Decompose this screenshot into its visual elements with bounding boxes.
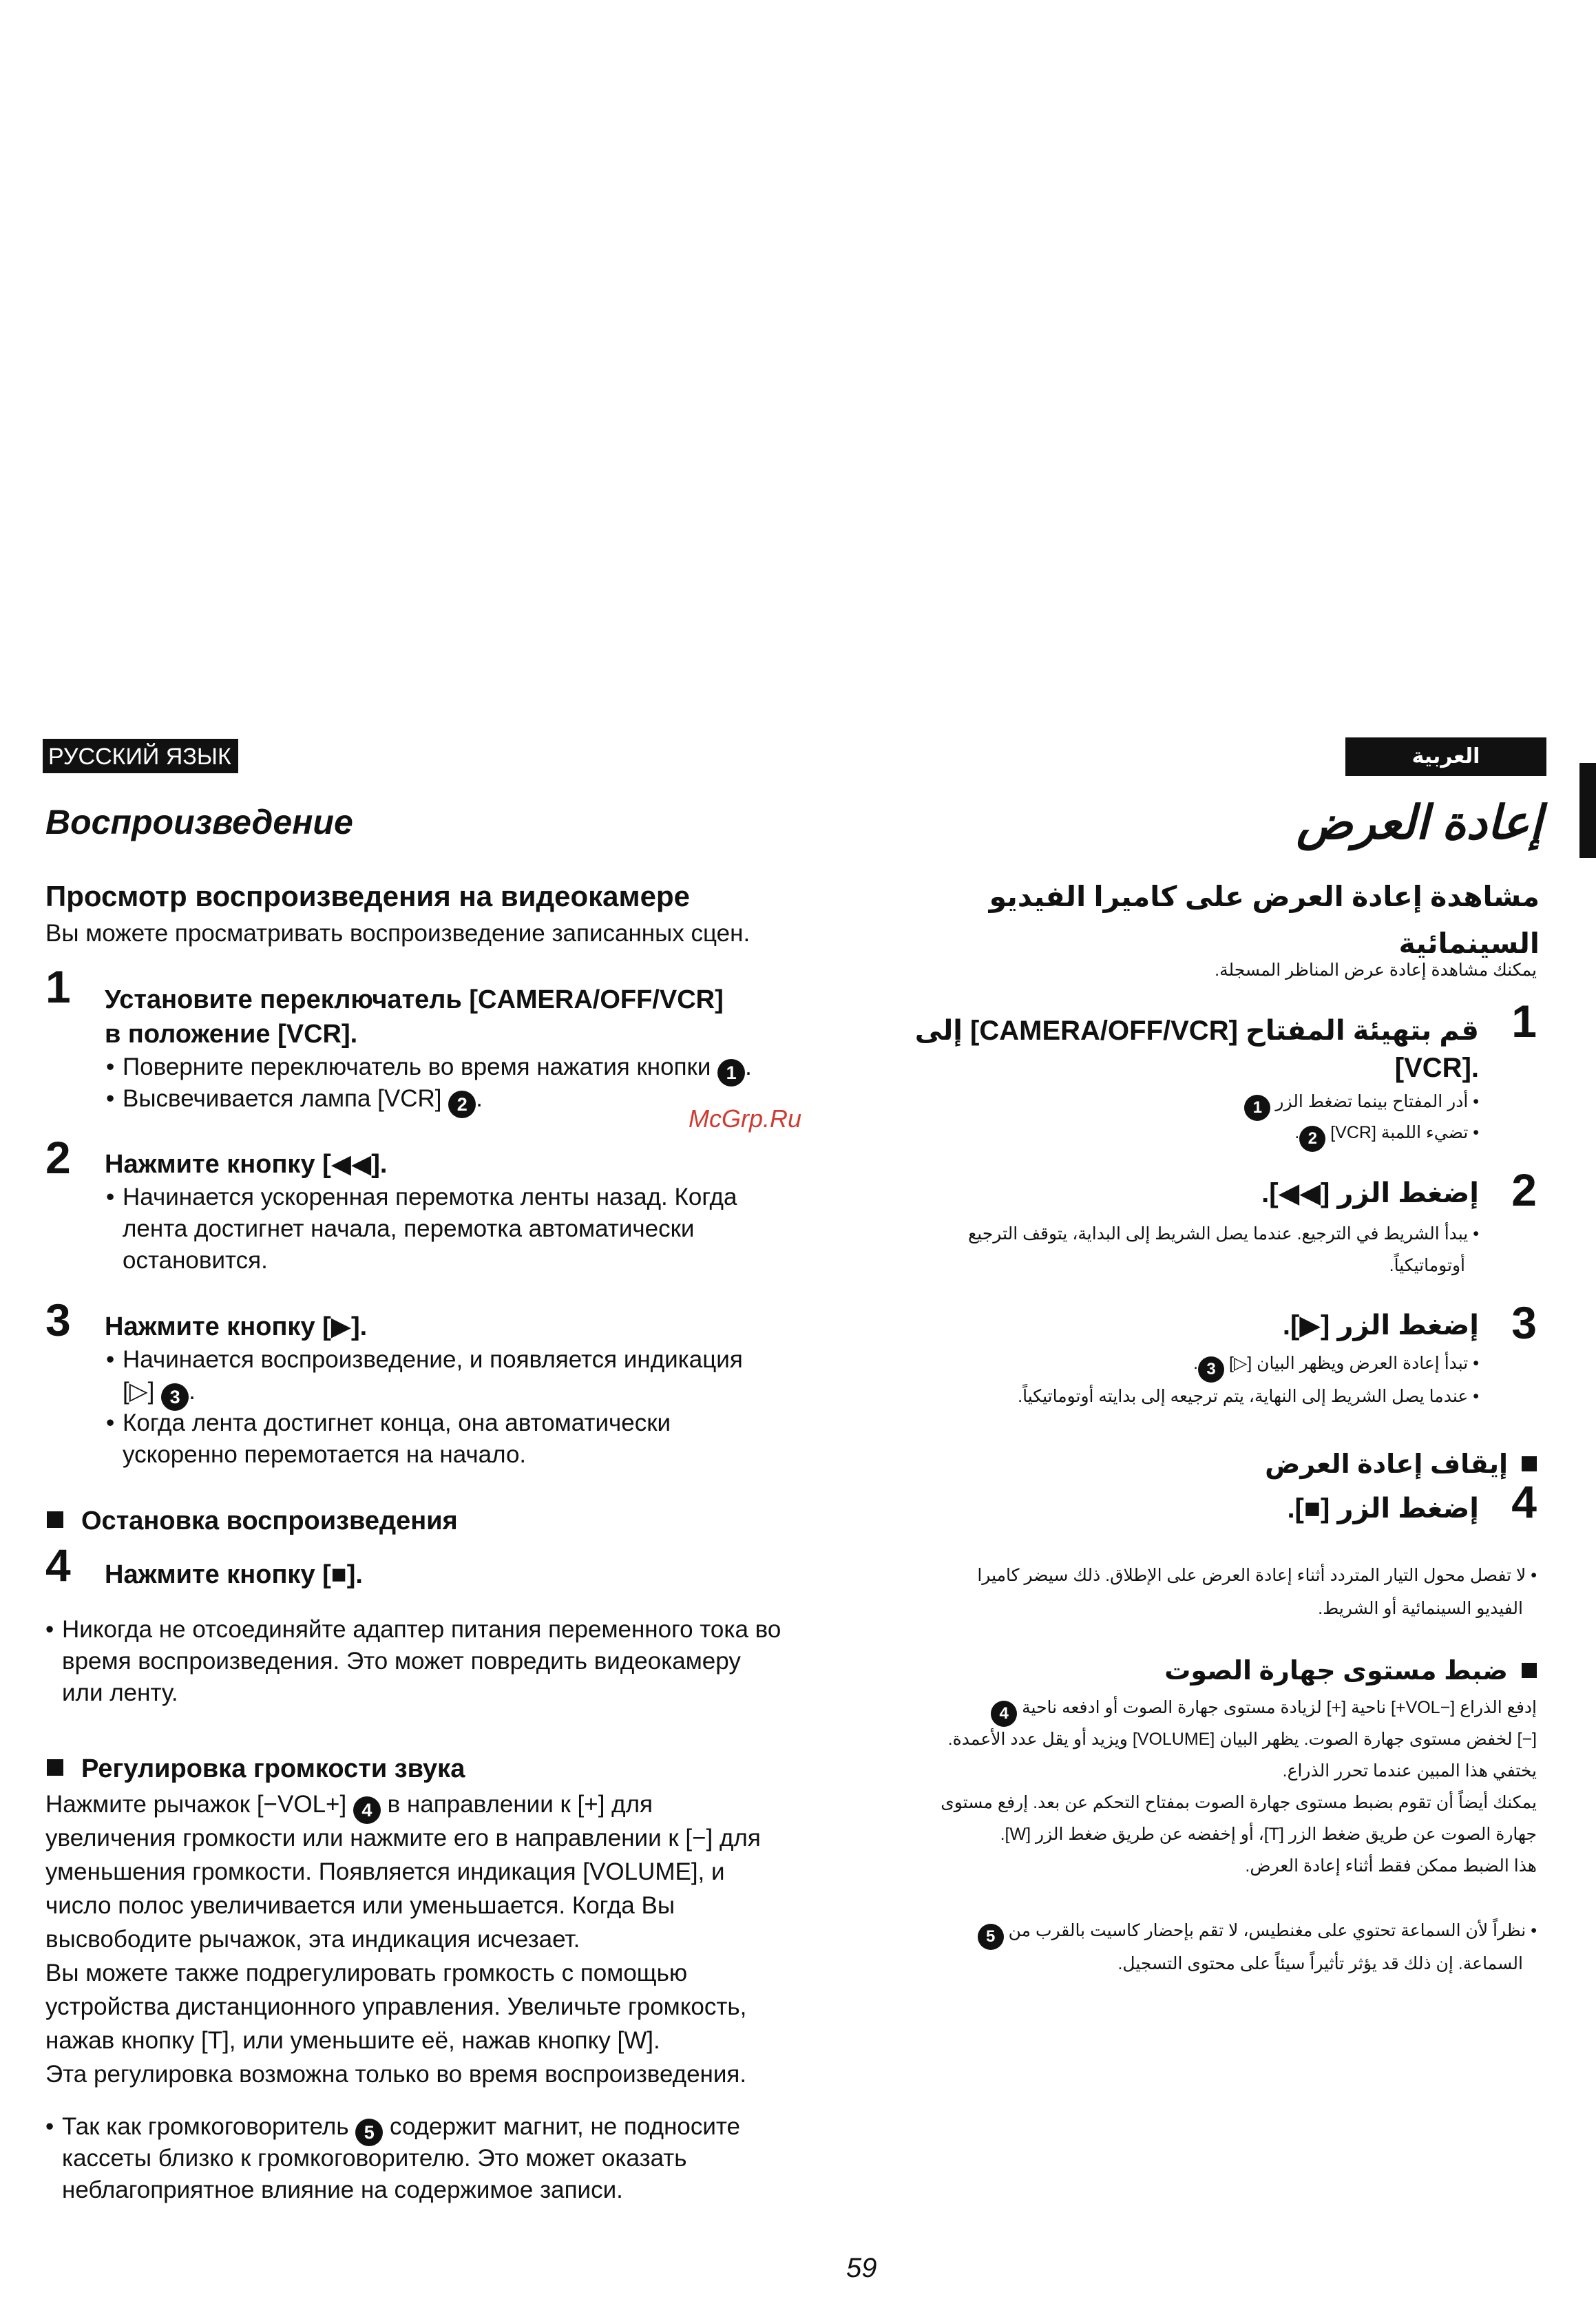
bullet-item: • Начинается ускоренная перемотка ленты назад. Когда	[106, 1184, 737, 1210]
callout-marker: 5	[355, 2119, 383, 2146]
volume-paragraph-line: Нажмите рычажок [−VOL+] 4 в направлении к [+] для	[45, 1787, 653, 1824]
speaker-note-continuation: السماعة. إن ذلك قد يؤثر تأثيراً سيئاً على محتوى التسجيل.	[1117, 1954, 1523, 1973]
step-number: 3	[1511, 1297, 1537, 1348]
bullet-item: • تبدأ إعادة العرض ويظهر البيان [▷] 3.	[1193, 1350, 1479, 1383]
step-number: 1	[1511, 996, 1537, 1047]
section-subtitle: Просмотр воспроизведения на видеокамере	[45, 880, 690, 912]
watermark-text: McGrp.Ru	[689, 1104, 802, 1133]
bullet-item: • Когда лента достигнет конца, она автоматически	[106, 1409, 671, 1436]
step-heading: Нажмите кнопку [▶].	[105, 1312, 368, 1341]
step-heading: .[VCR]	[1394, 1053, 1479, 1083]
warning-note: • Никогда не отсоединяйте адаптер питания переменного тока во	[45, 1616, 781, 1643]
section-heading-stop-arabic: إيقاف إعادة العرض	[1265, 1449, 1537, 1480]
step-heading: إضغط الزر [▶].	[1282, 1310, 1479, 1341]
section-heading-stop: Остановка воспроизведения	[47, 1507, 458, 1536]
language-label-russian: РУССКИЙ ЯЗЫК	[43, 739, 238, 773]
speaker-note-continuation: неблагоприятное влияние на содержимое записи.	[62, 2176, 623, 2203]
step-number: 1	[45, 961, 71, 1012]
bullet-item: • تضيء اللمبة [VCR] 2.	[1294, 1119, 1479, 1152]
step-number: 2	[45, 1132, 71, 1183]
language-label-arabic: العربية	[1345, 737, 1546, 776]
section-heading-volume: Регулировка громкости звука	[47, 1754, 465, 1784]
volume-paragraph-line: уменьшения громкости. Появляется индикация [VOLUME], и	[45, 1858, 725, 1885]
volume-paragraph-line: число полос увеличивается или уменьшается. Когда Вы	[45, 1892, 675, 1919]
page-edge-tab	[1579, 763, 1596, 858]
volume-paragraph-line: هذا الضبط ممكن فقط أثناء إعادة العرض.	[1245, 1856, 1537, 1876]
bullet-continuation: [▷] 3 .	[106, 1376, 196, 1411]
square-bullet-icon	[1522, 1456, 1537, 1471]
volume-paragraph-line: يختفي هذا المبين عندما تحرر الذراع.	[1282, 1761, 1537, 1781]
bullet-item: • Высвечивается лампа [VCR] 2 .	[106, 1083, 483, 1118]
volume-paragraph-line: يمكنك أيضاً أن تقوم بضبط مستوى جهارة الصوت بمفتاح التحكم عن بعد. إرفع مستوى	[941, 1793, 1537, 1812]
speaker-note-continuation: кассеты близко к громкоговорителю. Это может оказать	[62, 2145, 687, 2172]
bullet-item: • Поверните переключатель во время нажатия кнопки 1 .	[106, 1051, 752, 1087]
bullet-item: • Начинается воспроизведение, и появляется индикация	[106, 1346, 743, 1373]
callout-marker: 4	[991, 1701, 1017, 1727]
volume-paragraph-line: устройства дистанционного управления. Увеличьте громкость,	[45, 1993, 747, 2020]
page-number: 59	[846, 2253, 877, 2283]
volume-paragraph-line: إدفع الذراع [−VOL+] ناحية [+] لزيادة مستوى جهارة الصوت أو ادفعه ناحية 4	[991, 1694, 1537, 1727]
step-number: 3	[45, 1294, 71, 1345]
section-heading-volume-arabic: ضبط مستوى جهارة الصوت	[1164, 1655, 1537, 1686]
step-heading: в положение [VCR].	[105, 1020, 358, 1049]
bullet-item: • عندما يصل الشريط إلى النهاية، يتم ترجيعه إلى بدايته أوتوماتيكياً.	[1018, 1387, 1479, 1406]
step-heading: قم بتهيئة المفتاح [CAMERA/OFF/VCR] إلى	[914, 1016, 1479, 1046]
warning-note-continuation: или ленту.	[62, 1679, 178, 1706]
step-heading: Установите переключатель [CAMERA/OFF/VCR]	[105, 985, 724, 1014]
callout-marker: 3	[1198, 1356, 1224, 1383]
intro-text-arabic: يمكنك مشاهدة إعادة عرض المناظر المسجلة.	[1215, 961, 1537, 980]
step-heading: إضغط الزر [◀◀].	[1261, 1178, 1479, 1208]
volume-paragraph-line: Эта регулировка возможна только во время воспроизведения.	[45, 2061, 747, 2088]
bullet-continuation: лента достигнет начала, перемотка автоматически	[123, 1215, 695, 1242]
warning-note-continuation: время воспроизведения. Это может повредить видеокамеру	[62, 1648, 741, 1675]
warning-note-continuation: الفيديو السينمائية أو الشريط.	[1318, 1599, 1523, 1618]
intro-text: Вы можете просматривать воспроизведение записанных сцен.	[45, 920, 750, 947]
page-title: Воспроизведение	[45, 803, 353, 841]
callout-marker: 1	[717, 1059, 745, 1087]
callout-marker: 5	[978, 1924, 1004, 1950]
volume-paragraph-line: высвободите рычажок, эта индикация исчезает.	[45, 1926, 580, 1953]
square-bullet-icon	[1522, 1663, 1537, 1678]
callout-marker: 2	[448, 1091, 476, 1118]
callout-marker: 2	[1299, 1126, 1325, 1152]
callout-marker: 3	[161, 1383, 189, 1411]
step-number: 4	[1511, 1476, 1537, 1527]
step-heading: إضغط الزر [■].	[1287, 1493, 1479, 1524]
step-number: 2	[1511, 1164, 1537, 1215]
step-heading: Нажмите кнопку [◀◀].	[105, 1150, 388, 1179]
volume-paragraph-line: Вы можете также подрегулировать громкость с помощью	[45, 1960, 688, 1986]
bullet-continuation: أوتوماتيكياً.	[1389, 1256, 1465, 1275]
square-bullet-icon	[47, 1511, 63, 1528]
square-bullet-icon	[47, 1759, 63, 1776]
step-heading: Нажмите кнопку [■].	[105, 1560, 363, 1589]
bullet-continuation: остановится.	[123, 1247, 268, 1274]
bullet-continuation: ускоренно перемотается на начало.	[123, 1441, 527, 1468]
volume-paragraph-line: увеличения громкости или нажмите его в направлении к [−] для	[45, 1825, 761, 1851]
bullet-item: • يبدأ الشريط في الترجيع. عندما يصل الشريط إلى البداية، يتوقف الترجيع	[967, 1224, 1479, 1244]
step-number: 4	[45, 1540, 71, 1591]
volume-paragraph-line: جهارة الصوت عن طريق ضغط الزر [T]، أو إخفضه عن طريق ضغط الزر [W].	[1000, 1825, 1537, 1844]
callout-marker: 1	[1244, 1095, 1270, 1121]
section-subtitle-arabic: مشاهدة إعادة العرض على كاميرا الفيديو السينمائية	[989, 881, 1540, 959]
speaker-note-arabic: • نظراً لأن السماعة تحتوي على مغنطيس، لا تقم بإحضار كاسيت بالقرب من 5	[978, 1917, 1537, 1950]
page-title-arabic: إعادة العرض	[1296, 797, 1542, 849]
speaker-note: • Так как громкоговоритель 5 содержит магнит, не подносите	[45, 2111, 740, 2146]
callout-marker: 4	[353, 1796, 381, 1824]
warning-note-arabic: • لا تفصل محول التيار المتردد أثناء إعادة العرض على الإطلاق. ذلك سيضر كاميرا	[977, 1566, 1537, 1585]
volume-paragraph-line: [−] لخفض مستوى جهارة الصوت. يظهر البيان [VOLUME] ويزيد أو يقل عدد الأعمدة.	[947, 1730, 1537, 1749]
bullet-item: • أدر المفتاح بينما تضغط الزر 1	[1244, 1088, 1479, 1121]
volume-paragraph-line: нажав кнопку [T], или уменьшите её, нажав кнопку [W].	[45, 2027, 660, 2054]
